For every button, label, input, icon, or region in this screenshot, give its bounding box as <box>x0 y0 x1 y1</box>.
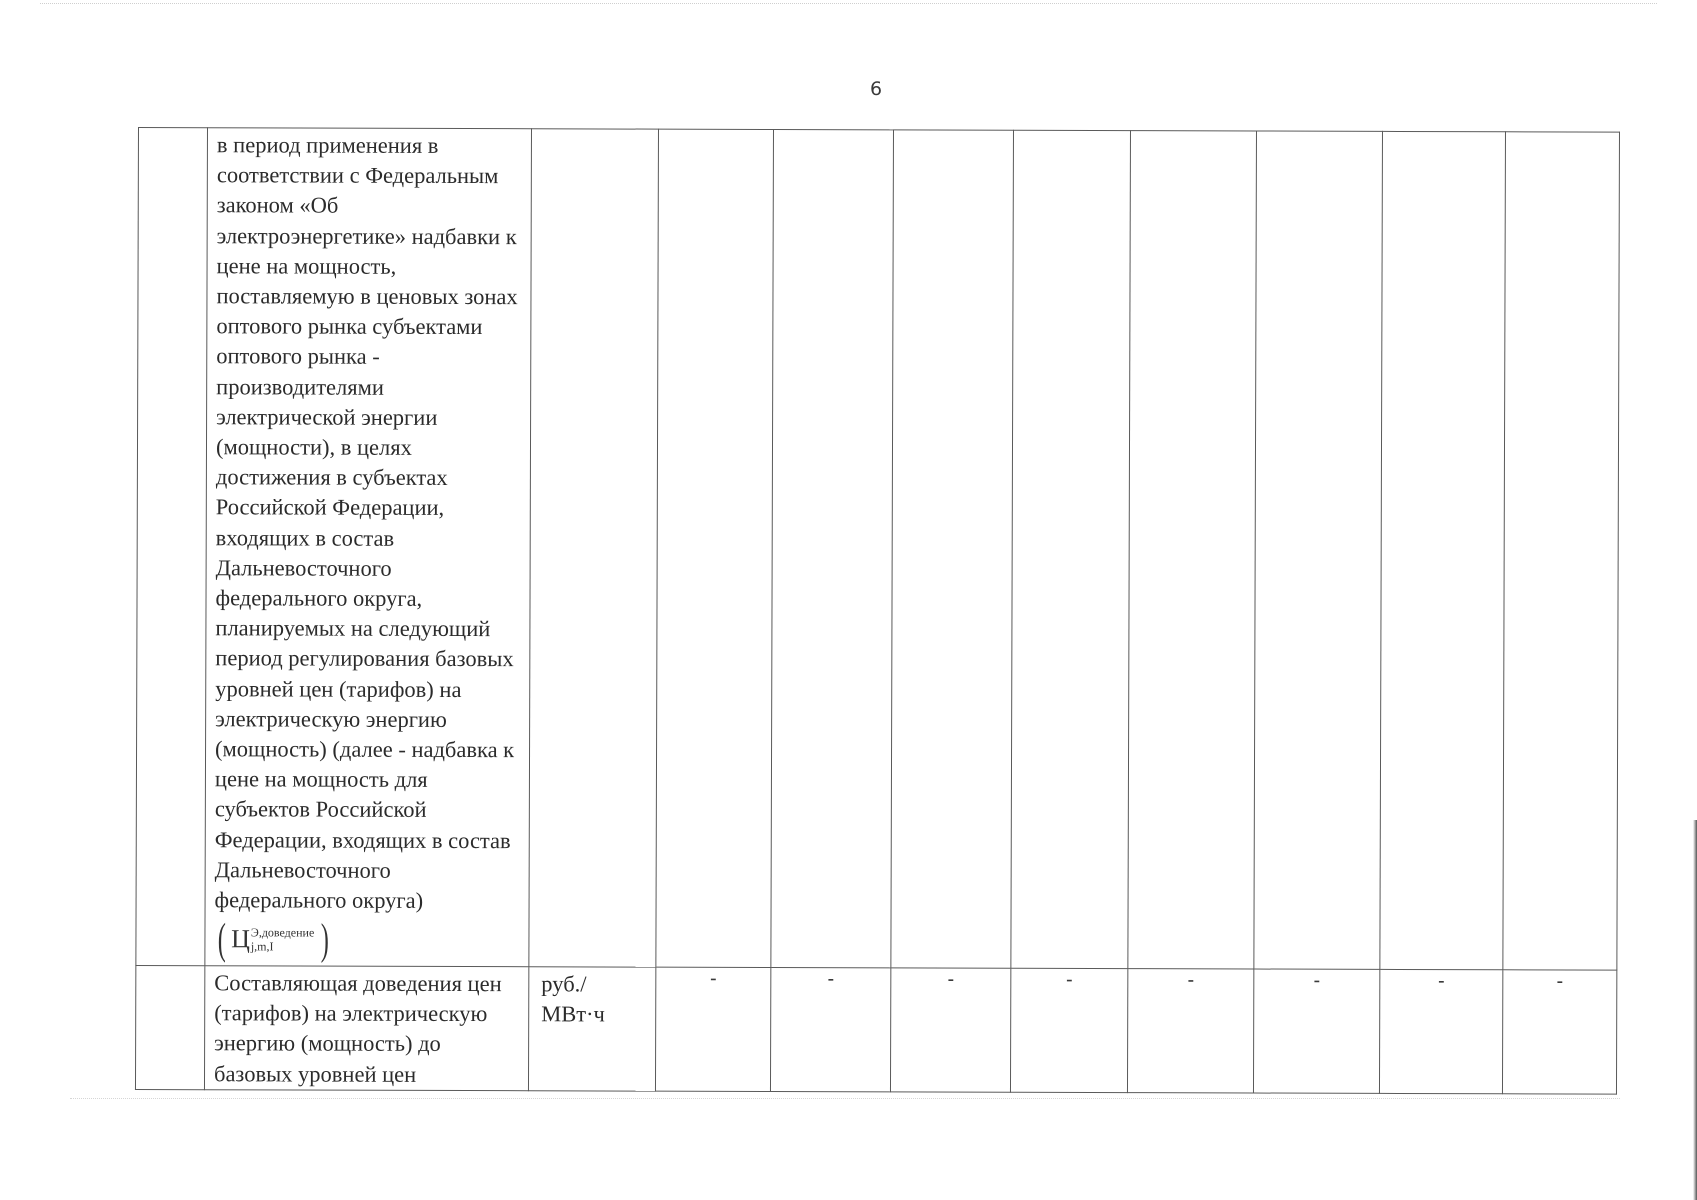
description-cell <box>205 128 532 967</box>
unit-label: руб./ МВт·ч <box>541 971 605 1027</box>
table-row <box>135 965 1616 1093</box>
scan-right-edge <box>1693 820 1697 1200</box>
scan-edge-bottom <box>70 1098 1620 1099</box>
description-cell <box>204 966 528 1091</box>
page-number: 6 <box>869 78 883 100</box>
price-formula: ( Ц Э,доведение j,m,I ) <box>217 914 329 964</box>
row-description: Составляющая доведения цен (тарифов) на электрическую энергию (мощность) до базовых уровней цен <box>213 970 502 1087</box>
formula-symbol: Ц <box>231 924 250 954</box>
row-number-cell <box>135 965 204 1089</box>
value-cell <box>891 130 1014 968</box>
value-cell: - <box>655 967 770 1091</box>
value-cell <box>1503 132 1620 970</box>
unit-cell <box>529 129 659 967</box>
value-cell: - <box>770 967 890 1091</box>
tariff-table <box>135 127 1620 1094</box>
value-cell: - <box>1127 969 1253 1093</box>
value-cell <box>1128 131 1257 969</box>
row-description: в период применения в соответствии с Федеральным законом «Об электроэнергетике» надбавки к цене на мощность, поставляемую в ценовых зонах оптового рынка субъектами оптового рынка - производителями электрической энергии (мощности), в целях достижения в субъектах Российской Федерации, входящих в состав Дальневосточного федерального округа, планируемых на следующий период регулирования базовых уровней цен (тарифов) на электрическую энергию (мощность) (далее - надбавка к цене на мощность для субъектов Российской Федерации, входящих в состав Дальневосточного федерального округа) ( Ц Э,доведение j,m,I ) <box>214 132 518 964</box>
value-cell <box>1011 130 1131 968</box>
formula-subscript: j,m,I <box>250 939 274 954</box>
value-cell <box>1380 131 1506 969</box>
unit-cell <box>528 967 655 1091</box>
value-cell <box>656 129 774 967</box>
value-cell: - <box>1253 969 1379 1093</box>
value-cell: - <box>1379 969 1502 1093</box>
value-cell <box>771 129 894 967</box>
scan-edge-top <box>40 3 1657 4</box>
value-cell <box>1254 131 1383 969</box>
row-number-cell <box>136 128 208 966</box>
value-cell: - <box>1010 968 1127 1092</box>
table-row <box>136 128 1620 971</box>
value-cell: - <box>890 968 1010 1092</box>
value-cell: - <box>1502 970 1616 1094</box>
formula-superscript: Э,доведение <box>250 925 315 940</box>
